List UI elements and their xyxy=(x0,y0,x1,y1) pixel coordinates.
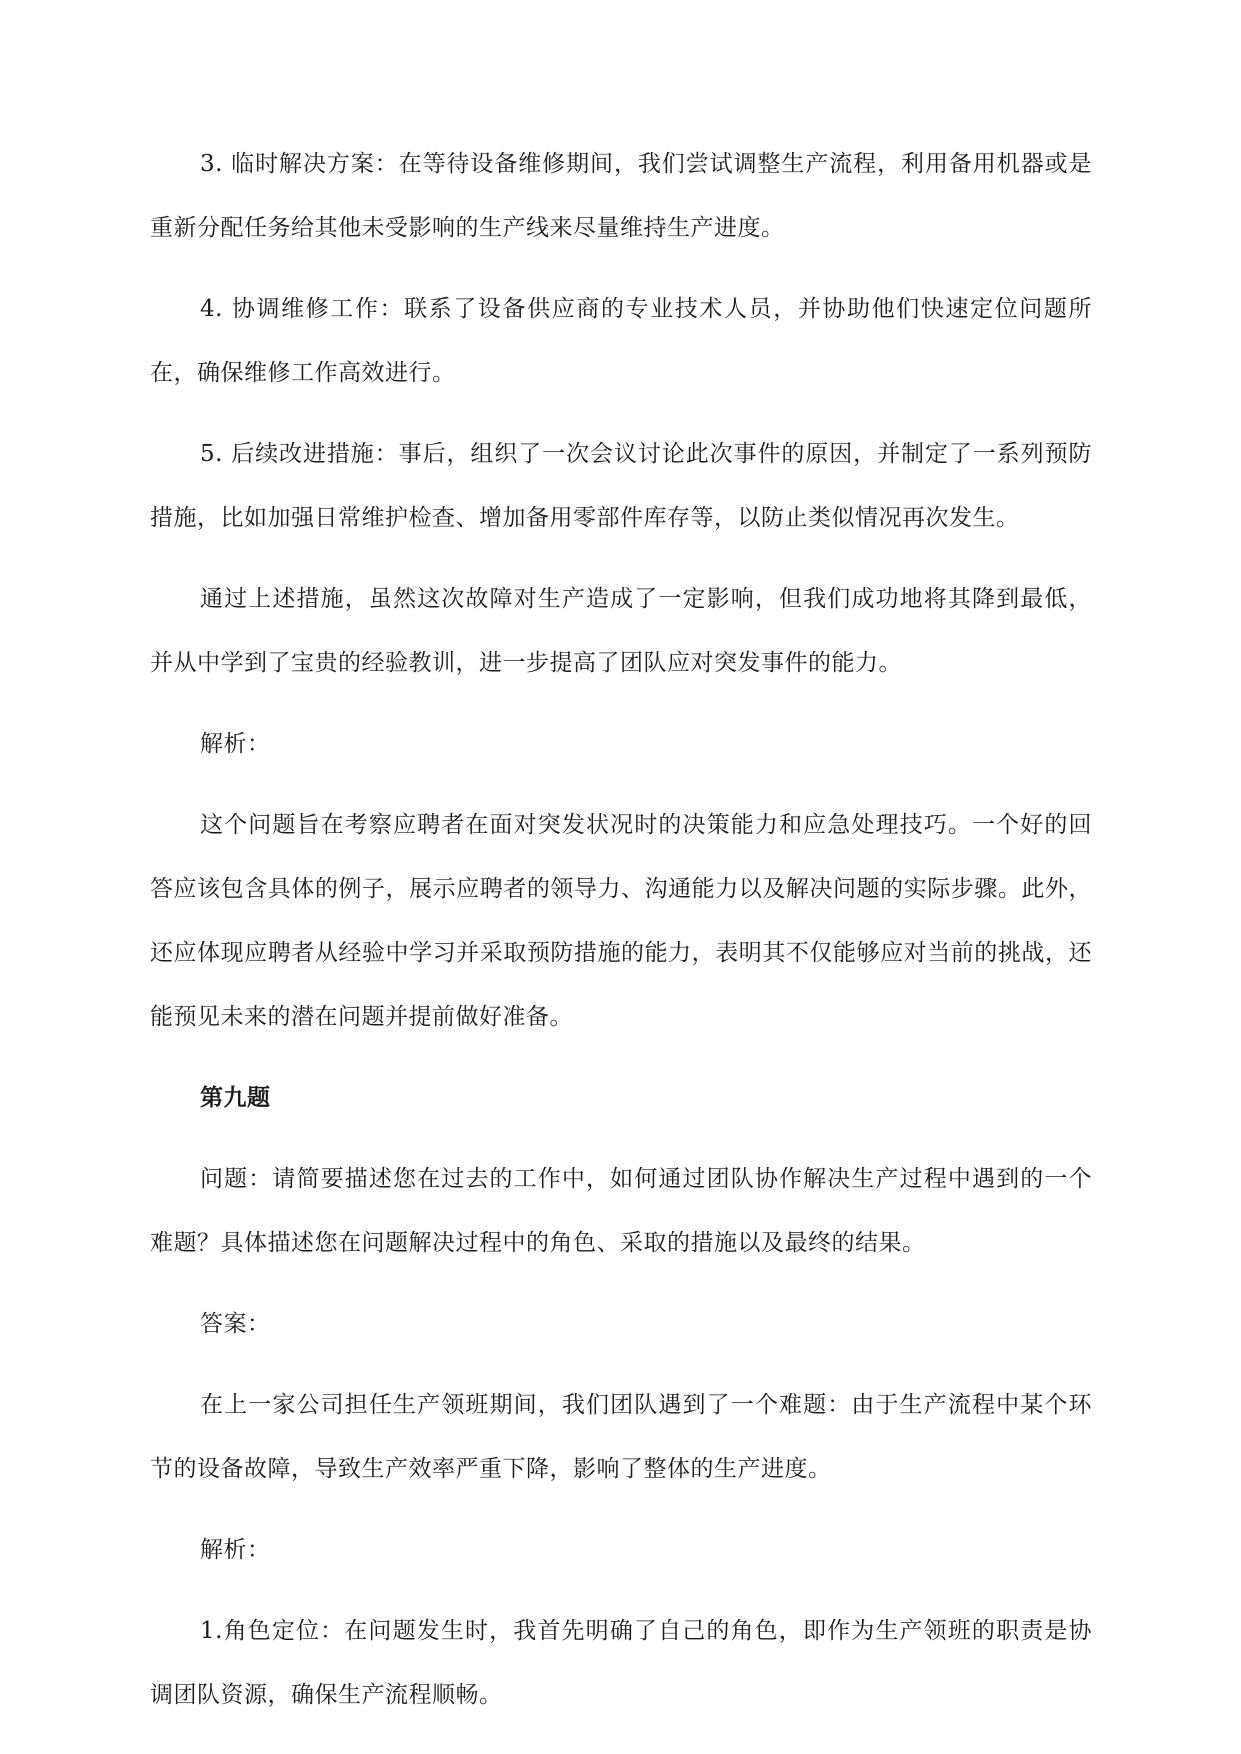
paragraph-answer: 在上一家公司担任生产领班期间，我们团队遇到了一个难题：由于生产流程中某个环节的设备故障，导致生产效率严重下降，影响了整体的生产进度。 xyxy=(150,1392,1092,1482)
answer-label: 答案： xyxy=(200,1311,271,1337)
paragraph-temporary-solution: 3. 临时解决方案：在等待设备维修期间，我们尝试调整生产流程，利用备用机器或是重新分配任务给其他未受影响的生产线来尽量维持生产进度。 xyxy=(150,151,1092,241)
paragraph-coordinate-repair: 4. 协调维修工作：联系了设备供应商的专业技术人员，并协助他们快速定位问题所在，确保维修工作高效进行。 xyxy=(150,296,1092,386)
document-body xyxy=(150,132,1092,1744)
analysis-label-second: 解析： xyxy=(200,1537,271,1563)
paragraph-analysis: 这个问题旨在考察应聘者在面对突发状况时的决策能力和应急处理技巧。一个好的回答应该包含具体的例子，展示应聘者的领导力、沟通能力以及解决问题的实际步骤。此外，还应体现应聘者从经验中学习并采取预防措施的能力，表明其不仅能够应对当前的挑战，还能预见未来的潜在问题并提前做好准备。 xyxy=(150,812,1092,1030)
analysis-label: 解析： xyxy=(200,731,271,757)
paragraph-follow-up-improvement: 5. 后续改进措施：事后，组织了一次会议讨论此次事件的原因，并制定了一系列预防措施，比如加强日常维护检查、增加备用零部件库存等，以防止类似情况再次发生。 xyxy=(150,441,1092,531)
paragraph-summary: 通过上述措施，虽然这次故障对生产造成了一定影响，但我们成功地将其降到最低，并从中学到了宝贵的经验教训，进一步提高了团队应对突发事件的能力。 xyxy=(150,586,1092,676)
paragraph-question: 问题：请简要描述您在过去的工作中，如何通过团队协作解决生产过程中遇到的一个难题？具体描述您在问题解决过程中的角色、采取的措施以及最终的结果。 xyxy=(150,1166,1092,1256)
question-heading: 第九题 xyxy=(200,1085,271,1111)
paragraph-role-definition: 1.角色定位：在问题发生时，我首先明确了自己的角色，即作为生产领班的职责是协调团队资源，确保生产流程顺畅。 xyxy=(150,1618,1092,1708)
